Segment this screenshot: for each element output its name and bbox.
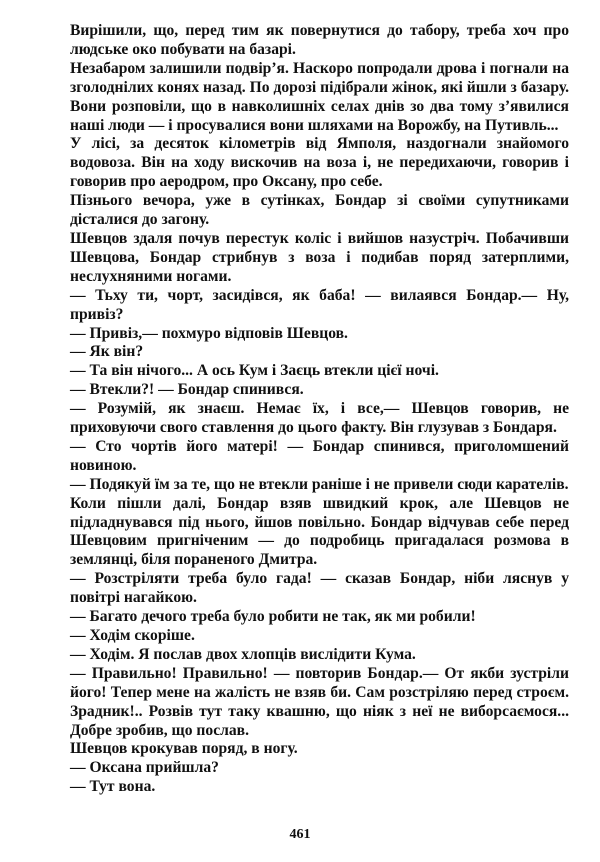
paragraph-narrative: Коли пішли далі, Бондар взяв швидкий крок, але Шевцов не підладнувався під нього, йшов повільно. Бондар відчував себе перед Шевцовим пригніченим — до подробиць пригадалася розмова в землянці, біля пораненого Дмитра.	[70, 494, 569, 569]
paragraph-3: У лісі, за десяток кілометрів від Ямполя, наздогнали знайомого водовоза. Він на ходу вискочив на воза і, не передихаючи, говорив і говорив про аеродром, про Оксану, про себе.	[70, 135, 569, 191]
paragraph-1: Вирішили, що, перед тим як повернутися до табору, треба хоч про людське око побувати на базарі.	[70, 22, 569, 58]
dialogue-line: — Та він нічого... А ось Кум і Заєць втекли цієї ночі.	[70, 362, 439, 380]
paragraph-narrative: Шевцов крокував поряд, в ногу.	[70, 740, 298, 758]
paragraph-5: Шевцов здаля почув перестук коліс і вийшов назустріч. Побачивши Шевцова, Бондар стрибнув з воза і подибав поряд затерплими, неслухняними ногами.	[70, 229, 569, 285]
dialogue-line: — Тут вона.	[70, 778, 156, 796]
dialogue-line: — Подякуй їм за те, що не втекли раніше і не привели сюди карателів.	[70, 475, 569, 493]
dialogue-line: — Як він?	[70, 343, 144, 361]
dialogue-line: — Ходім. Я послав двох хлопців вислідити Кума.	[70, 645, 416, 663]
dialogue-line: — Привіз,— похмуро відповів Шевцов.	[70, 324, 348, 342]
page-number: 461	[289, 827, 311, 842]
dialogue-line: — Оксана прийшла?	[70, 759, 219, 777]
paragraph-4: Пізнього вечора, уже в сутінках, Бондар зі своїми супутниками дісталися до загону.	[70, 192, 569, 229]
dialogue-line: — Правильно! Правильно! — повторив Бондар.— От якби зустріли його! Тепер мене на жалість не взяв би. Сам розстріляю перед строєм. Зрадник!.. Розвів тут таку квашню, що ніяк з неї не виборсаємося... Добре зробив, що послав.	[70, 664, 569, 739]
dialogue-line: — Розумій, як знаєш. Немає їх, і все,— Шевцов говорив, не приховуючи свого ставлення до цього факту. Він глузував з Бондаря.	[70, 400, 569, 437]
paragraph-2: Незабаром залишили подвір’я. Наскоро попродали дрова і погнали на зголоднілих конях назад. По дорозі підібрали жінок, які йшли з базару. Вони розповіли, що в навколишніх селах днів зо два тому з’явилися наші люди — і просувалися вони шляхами на Ворожбу, на Путивль...	[70, 59, 569, 134]
dialogue-line: — Розстріляти треба було гада! — сказав Бондар, ніби ляснув у повітрі нагайкою.	[70, 570, 569, 607]
dialogue-line: — Тьху ти, чорт, засидівся, як баба! — вилаявся Бондар.— Ну, привіз?	[70, 286, 569, 323]
dialogue-line: — Сто чортів його матері! — Бондар спинився, приголомшений новиною.	[70, 437, 569, 474]
dialogue-line: — Втекли?! — Бондар спинився.	[70, 381, 304, 399]
dialogue-line: — Багато дечого треба було робити не так, як ми робили!	[70, 608, 476, 626]
dialogue-line: — Ходім скоріше.	[70, 627, 195, 644]
